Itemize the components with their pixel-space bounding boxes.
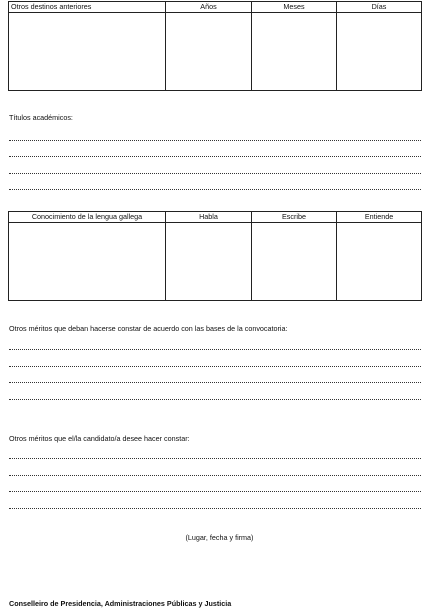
signature-placeholder: (Lugar, fecha y firma) bbox=[185, 533, 254, 542]
academic-titles-line-3[interactable] bbox=[9, 173, 421, 174]
academic-titles-line-1[interactable] bbox=[9, 140, 421, 141]
galician-language-table bbox=[8, 211, 422, 301]
years-cell[interactable] bbox=[166, 13, 252, 91]
previous-posts-table bbox=[8, 1, 422, 91]
previous-posts-header: Otros destinos anteriores bbox=[9, 2, 166, 13]
months-header: Meses bbox=[252, 2, 337, 13]
merits-candidate-line-4[interactable] bbox=[9, 508, 421, 509]
merits-bases-label: Otros méritos que deban hacerse constar de acuerdo con las bases de la convocatoria: bbox=[9, 324, 288, 333]
speaks-header: Habla bbox=[166, 212, 252, 223]
academic-titles-line-4[interactable] bbox=[9, 189, 421, 190]
understands-cell[interactable] bbox=[337, 223, 422, 301]
galician-knowledge-header: Conocimiento de la lengua gallega bbox=[9, 212, 166, 223]
footer-recipient: Conselleiro de Presidencia, Administraciones Públicas y Justicia bbox=[9, 599, 232, 608]
understands-header: Entiende bbox=[337, 212, 422, 223]
months-cell[interactable] bbox=[252, 13, 337, 91]
previous-posts-cell[interactable] bbox=[9, 13, 166, 91]
days-cell[interactable] bbox=[337, 13, 422, 91]
days-header: Días bbox=[337, 2, 422, 13]
years-header: Años bbox=[166, 2, 252, 13]
merits-bases-line-2[interactable] bbox=[9, 366, 421, 367]
merits-candidate-line-1[interactable] bbox=[9, 458, 421, 459]
merits-bases-line-1[interactable] bbox=[9, 349, 421, 350]
merits-bases-line-4[interactable] bbox=[9, 399, 421, 400]
academic-titles-label: Títulos académicos: bbox=[9, 113, 73, 122]
writes-cell[interactable] bbox=[252, 223, 337, 301]
merits-bases-line-3[interactable] bbox=[9, 382, 421, 383]
galician-knowledge-cell[interactable] bbox=[9, 223, 166, 301]
merits-candidate-label: Otros méritos que el/la candidato/a desee hacer constar: bbox=[9, 434, 190, 443]
merits-candidate-line-2[interactable] bbox=[9, 475, 421, 476]
writes-header: Escribe bbox=[252, 212, 337, 223]
speaks-cell[interactable] bbox=[166, 223, 252, 301]
academic-titles-line-2[interactable] bbox=[9, 156, 421, 157]
merits-candidate-line-3[interactable] bbox=[9, 491, 421, 492]
